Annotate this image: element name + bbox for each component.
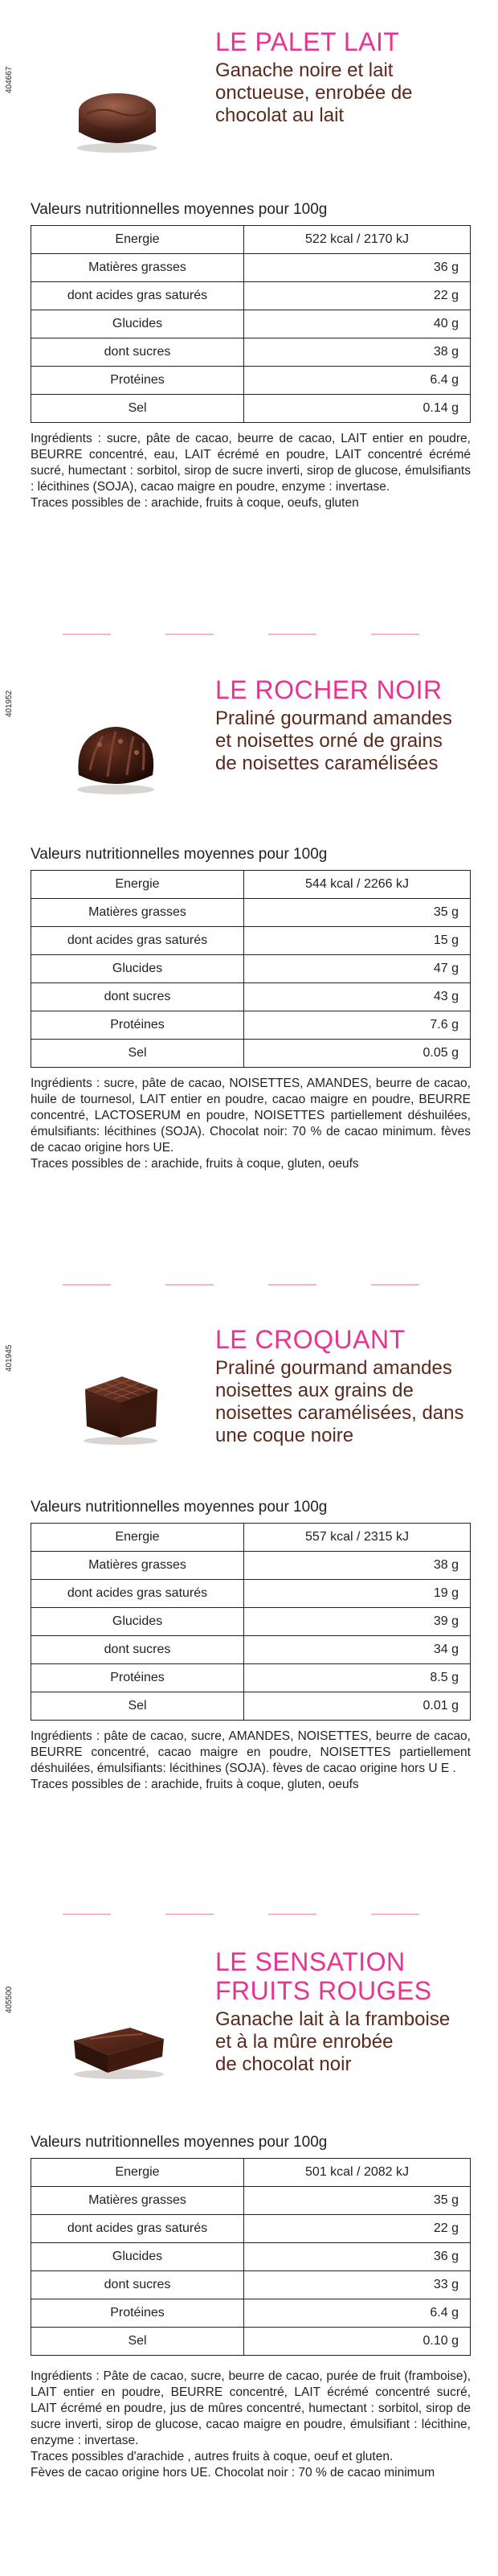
table-row [31,2328,471,2356]
row-value: 36 g [244,2243,471,2271]
row-label: Matières grasses [31,899,244,927]
table-row [31,282,471,310]
ingredients-text: Ingrédients : sucre, pâte de cacao, beurre de cacao, LAIT entier en poudre, BEURRE concentré, eau, LAIT écrémé en poudre, LAIT concentré écrémé sucré, humectant : sorbitol, sirop de sucre inverti, sirop de glucose, émulsifiants : lécithines (SOJA), cacao maigre en poudre, enzyme : invertase. Traces possibles de : arachide, fruits à coque, oeufs, gluten [31,432,471,510]
table-row [31,1524,471,1552]
row-value: 501 kcal / 2082 kJ [244,2159,471,2187]
table-row [31,1552,471,1580]
row-label: Sel [31,395,244,423]
row-label: Energie [31,871,244,899]
table-row [31,2187,471,2215]
row-label: dont acides gras saturés [31,282,244,310]
row-value: 43 g [244,983,471,1011]
product-description: Praliné gourmand amandes noisettes aux grains de noisettes caramélisées, dans une coque noire [215,1357,464,1446]
row-label: Energie [31,2159,244,2187]
ingredients-text: Ingrédients : sucre, pâte de cacao, NOISETTES, AMANDES, beurre de cacao, huile de tournesol, LAIT entier en poudre, cacao maigre en poudre, BEURRE concentré, LACTOSERUM en poudre, NOISETTES partiellement déshuilées, émulsifiants: lécithines (SOJA). Chocolat noir: 70 % de cacao minimum. fèves de cacao origine hors UE. Traces possibles de : arachide, fruits à coque, gluten, oeufs [31,1077,471,1171]
nutrition-heading: Valeurs nutritionnelles moyennes pour 100g [31,1499,328,1516]
table-row [31,310,471,338]
row-value: 39 g [244,1608,471,1636]
nutrition-heading: Valeurs nutritionnelles moyennes pour 100g [31,2134,328,2151]
table-row [31,1692,471,1721]
row-label: Glucides [31,310,244,338]
row-value: 19 g [244,1580,471,1608]
row-value: 38 g [244,338,471,367]
row-label: Glucides [31,1608,244,1636]
table-row [31,367,471,395]
table-row [31,2271,471,2299]
product-title: LE SENSATION FRUITS ROUGES [215,1947,432,2005]
ingredients-text: Ingrédients : Pâte de cacao, sucre, beurre de cacao, purée de fruit (framboise), LAIT entier en poudre, BEURRE concentré, LAIT écrémé concentré sucré, LAIT écrémé en poudre, jus de mûres concentré, humectant : sorbitol, sirop de sucre inverti, sirop de glucose, cacao maigre en poudre, émulsifiant : lécithine, enzyme : invertase. Traces possibles d'arachide , autres fruits à coque, oeuf et gluten. Fèves de cacao origine hors UE. Chocolat noir : 70 % de cacao minimum [31,2369,471,2480]
chocolate-sensation-image [66,2012,170,2084]
row-label: dont sucres [31,983,244,1011]
product-code: 405500 [5,1986,14,2013]
row-value: 8.5 g [244,1664,471,1692]
table-row [31,899,471,927]
nutrition-table [31,225,471,423]
table-row [31,871,471,899]
row-label: Protéines [31,367,244,395]
product-description: Praliné gourmand amandes et noisettes orné de grains de noisettes caramélisées [215,708,452,774]
product-description: Ganache noire et lait onctueuse, enrobée de chocolat au lait [215,59,413,126]
row-value: 40 g [244,310,471,338]
row-value: 522 kcal / 2170 kJ [244,226,471,254]
table-row [31,2215,471,2243]
table-row [31,395,471,423]
table-row [31,338,471,367]
product-title: LE ROCHER NOIR [215,675,443,704]
row-value: 0.05 g [244,1040,471,1068]
product-code: 404667 [5,66,14,93]
row-label: Matières grasses [31,1552,244,1580]
row-label: Glucides [31,2243,244,2271]
chocolate-croquant-image [74,1362,167,1450]
row-value: 0.10 g [244,2328,471,2356]
table-row [31,226,471,254]
table-row [31,1636,471,1664]
product-title: LE CROQUANT [215,1325,406,1354]
product-code: 401945 [5,1344,14,1372]
row-value: 6.4 g [244,367,471,395]
row-label: Sel [31,1040,244,1068]
table-row [31,1580,471,1608]
row-label: dont sucres [31,2271,244,2299]
row-label: Protéines [31,1011,244,1040]
row-value: 6.4 g [244,2299,471,2328]
nutrition-heading: Valeurs nutritionnelles moyennes pour 100g [31,846,328,863]
nutrition-table [31,1523,471,1721]
table-row [31,2159,471,2187]
row-label: dont sucres [31,338,244,367]
row-value: 7.6 g [244,1011,471,1040]
row-value: 35 g [244,2187,471,2215]
row-label: Matières grasses [31,2187,244,2215]
row-label: Energie [31,226,244,254]
table-row [31,1011,471,1040]
table-row [31,927,471,955]
row-label: Protéines [31,2299,244,2328]
row-value: 0.01 g [244,1692,471,1721]
row-label: Matières grasses [31,254,244,282]
chocolate-palet-image [69,79,165,159]
row-label: Sel [31,2328,244,2356]
row-label: Glucides [31,955,244,983]
nutrition-table [31,2158,471,2356]
row-value: 544 kcal / 2266 kJ [244,871,471,899]
row-value: 22 g [244,2215,471,2243]
row-value: 47 g [244,955,471,983]
product-code: 401952 [5,690,14,717]
table-row [31,254,471,282]
row-value: 35 g [244,899,471,927]
row-value: 34 g [244,1636,471,1664]
row-label: dont acides gras saturés [31,927,244,955]
row-value: 38 g [244,1552,471,1580]
row-label: Protéines [31,1664,244,1692]
table-row [31,955,471,983]
row-value: 22 g [244,282,471,310]
row-value: 15 g [244,927,471,955]
table-row [31,1040,471,1068]
row-label: Energie [31,1524,244,1552]
row-label: dont acides gras saturés [31,2215,244,2243]
table-row [31,983,471,1011]
ingredients-text: Ingrédients : pâte de cacao, sucre, AMANDES, NOISETTES, beurre de cacao, BEURRE concentré, cacao maigre en poudre, NOISETTES partiellement déshuilées, émulsifiants: lécithines (SOJA). fèves de cacao origine hors U E . Traces possibles de : arachide, fruits à coque, gluten, oeufs [31,1729,471,1791]
row-label: dont acides gras saturés [31,1580,244,1608]
table-row [31,2299,471,2328]
product-title: LE PALET LAIT [215,27,400,56]
chocolate-rocher-image [67,712,164,801]
table-row [31,1608,471,1636]
nutrition-heading: Valeurs nutritionnelles moyennes pour 100g [31,201,328,218]
product-description: Ganache lait à la framboise et à la mûre enrobée de chocolat noir [215,2008,451,2075]
table-row [31,2243,471,2271]
row-value: 557 kcal / 2315 kJ [244,1524,471,1552]
row-label: Sel [31,1692,244,1721]
table-row [31,1664,471,1692]
row-value: 36 g [244,254,471,282]
row-value: 33 g [244,2271,471,2299]
nutrition-table [31,870,471,1068]
row-value: 0.14 g [244,395,471,423]
row-label: dont sucres [31,1636,244,1664]
